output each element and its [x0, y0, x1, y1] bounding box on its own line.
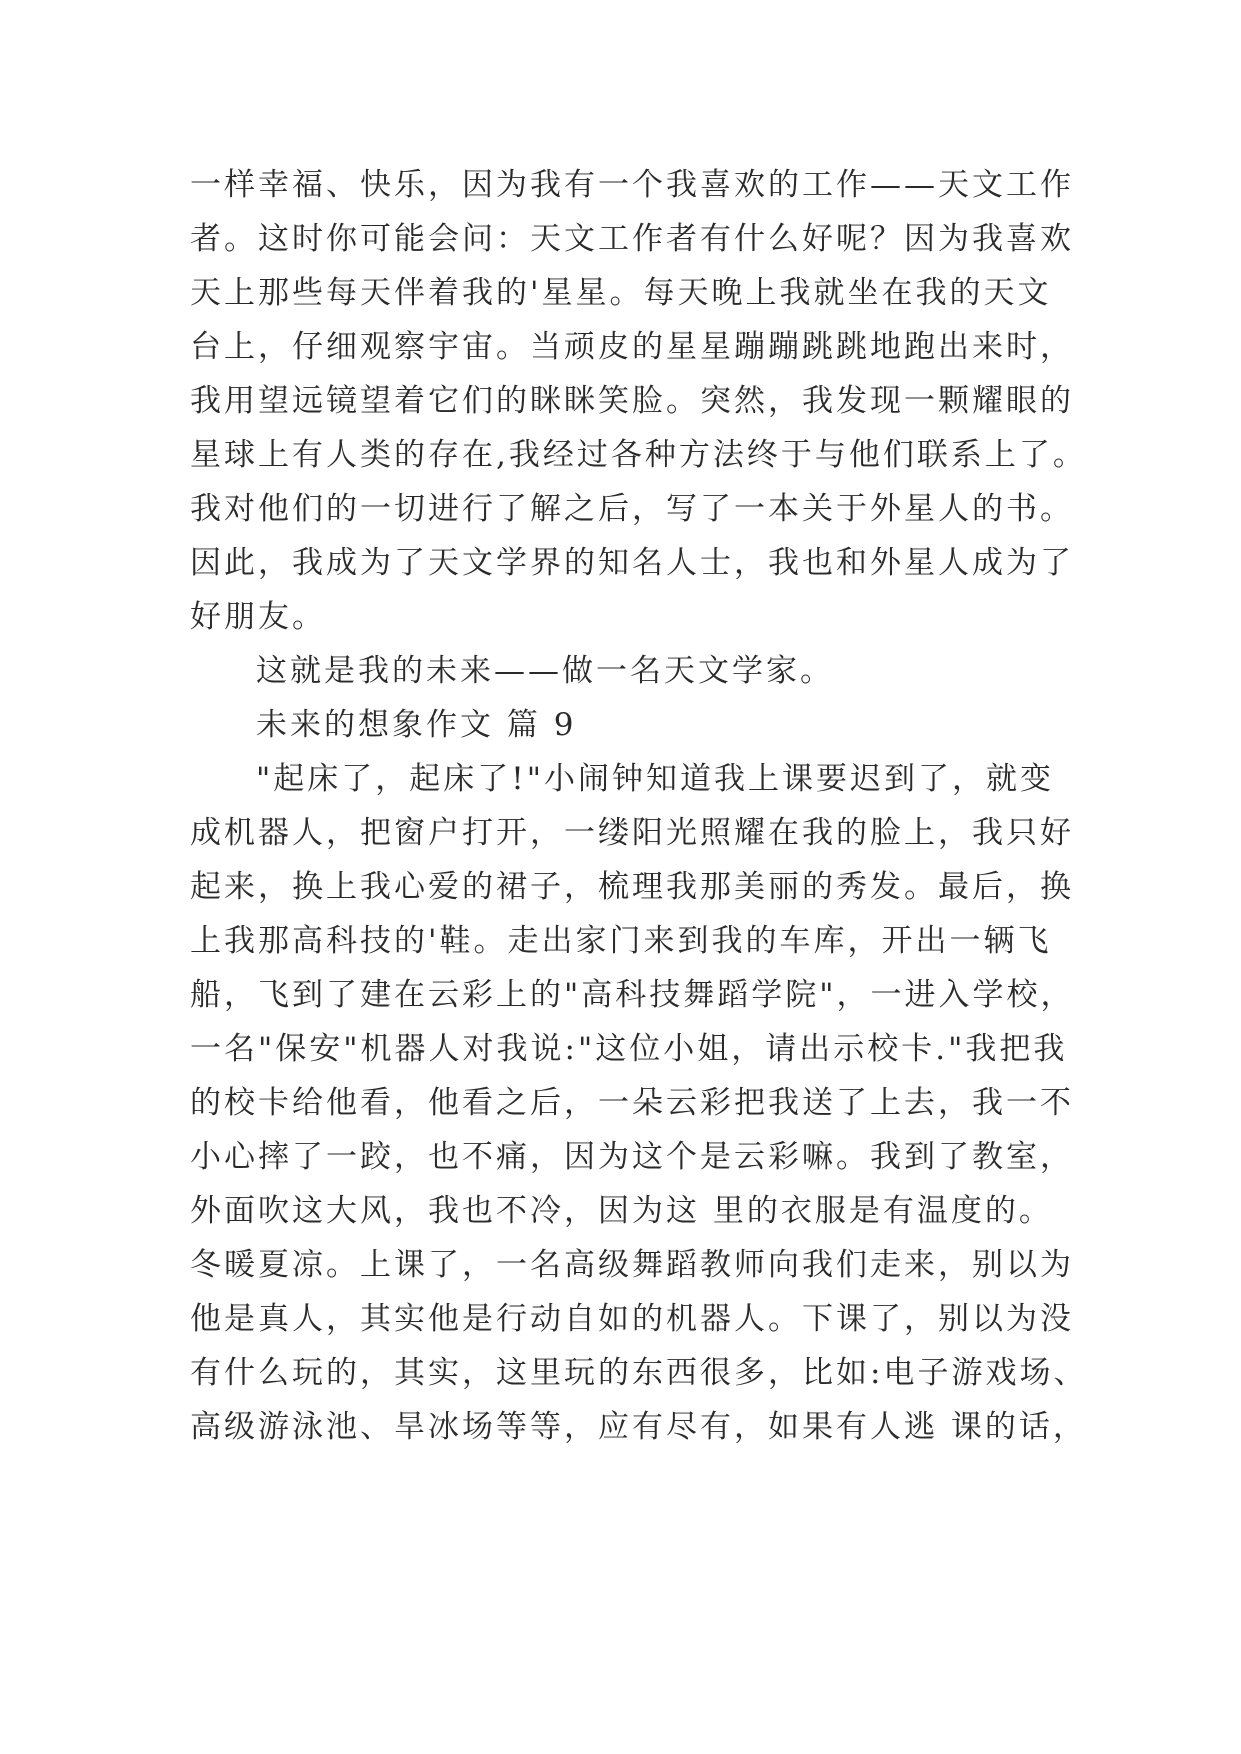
text-line: 因此，我成为了天文学界的知名人士，我也和外星人成为了: [190, 545, 1074, 581]
text-line: 好朋友。: [190, 599, 326, 635]
text-line: 有什么玩的，其实，这里玩的东西很多，比如:电子游戏场、: [190, 1355, 1088, 1391]
text-line: 小心摔了一跤，也不痛，因为这个是云彩嘛。我到了教室，: [190, 1139, 1074, 1175]
text-line: 他是真人，其实他是行动自如的机器人。下课了，别以为没: [190, 1301, 1074, 1337]
text-line: 船，飞到了建在云彩上的"高科技舞蹈学院"，一进入学校，: [190, 977, 1075, 1013]
text-line: 天上那些每天伴着我的'星星。每天晚上我就坐在我的天文: [190, 275, 1052, 311]
text-line: 起来，换上我心爱的裙子，梳理我那美丽的秀发。最后，换: [190, 869, 1074, 905]
text-line: 者。这时你可能会问：天文工作者有什么好呢？因为我喜欢: [190, 221, 1074, 257]
text-line: 的校卡给他看，他看之后，一朵云彩把我送了上去，我一不: [190, 1085, 1074, 1121]
text-line: 未来的想象作文 篇 9: [256, 707, 577, 743]
text-line: 星球上有人类的存在,我经过各种方法终于与他们联系上了。: [190, 437, 1087, 473]
document-body: [190, 158, 1088, 1454]
text-line: 冬暖夏凉。上课了，一名高级舞蹈教师向我们走来，别以为: [190, 1247, 1074, 1283]
text-line: 高级游泳池、旱冰场等等，应有尽有，如果有人逃 课的话，: [190, 1409, 1087, 1445]
text-line: 台上，仔细观察宇宙。当顽皮的星星蹦蹦跳跳地跑出来时，: [190, 329, 1074, 365]
text-line: 我对他们的一切进行了解之后，写了一本关于外星人的书。: [190, 491, 1074, 527]
section-heading-part-9: [190, 698, 1080, 752]
paragraph-conclusion: [190, 644, 1080, 698]
text-line: 一名"保安"机器人对我说:"这位小姐，请出示校卡."我把我: [190, 1031, 1068, 1067]
text-line: 这就是我的未来——做一名天文学家。: [256, 653, 834, 689]
text-line: 一样幸福、快乐，因为我有一个我喜欢的工作——天文工作: [190, 167, 1074, 203]
text-line: 上我那高科技的'鞋。走出家门来到我的车库，开出一辆飞: [190, 923, 1052, 959]
paragraph-astronomer-story: [190, 158, 1087, 644]
text-line: 成机器人，把窗户打开，一缕阳光照耀在我的脸上，我只好: [190, 815, 1074, 851]
paragraph-dance-academy-story: [190, 752, 1088, 1454]
text-line: "起床了，起床了!"小闹钟知道我上课要迟到了，就变: [256, 761, 1054, 797]
text-line: 外面吹这大风，我也不冷，因为这 里的衣服是有温度的。: [190, 1193, 1053, 1229]
text-line: 我用望远镜望着它们的眯眯笑脸。突然，我发现一颗耀眼的: [190, 383, 1074, 419]
